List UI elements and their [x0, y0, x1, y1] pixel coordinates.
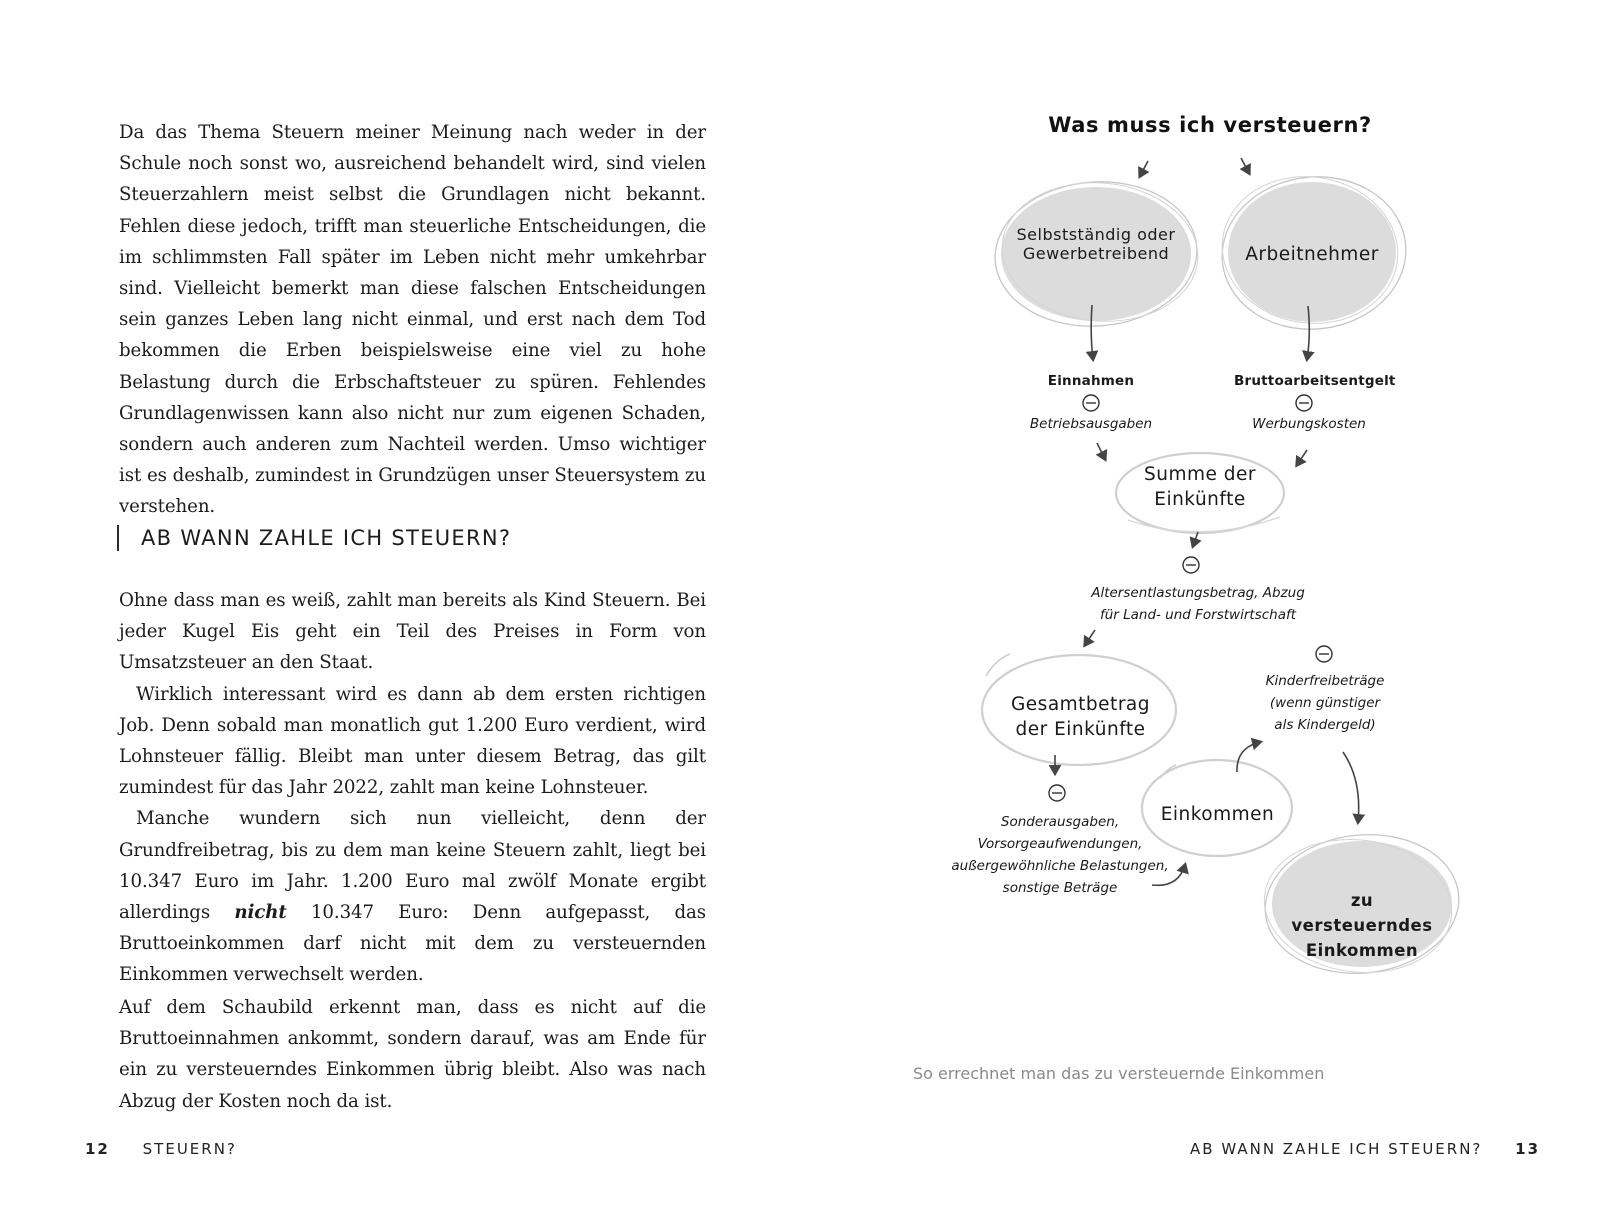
label-einnahmen: Einnahmen — [1047, 373, 1135, 389]
folio-right — [1190, 1140, 1540, 1158]
minus-icon-3 — [1183, 557, 1199, 573]
paragraph-3: Wirklich interessant wird es dann ab dem ersten richtigen Job. Denn sobald man monatlich gut 1.200 Euro verdient, wird Lohnsteuer fällig. Bleibt man unter diesem Betrag, das gilt zumindest für das Jahr 2022, zahlt man keine Lohnsteuer. — [119, 683, 706, 799]
minus-icon-5 — [1316, 646, 1332, 662]
minus-icon-1 — [1083, 395, 1099, 411]
page-number-right: 13 — [1515, 1140, 1541, 1158]
label-bruttoarbeitsentgelt: Bruttoarbeitsentgelt — [1234, 373, 1396, 389]
running-head-right: AB WANN ZAHLE ICH STEUERN? — [1190, 1140, 1483, 1158]
section-heading: AB WANN ZAHLE ICH STEUERN? — [117, 525, 511, 551]
node-gesamtbetrag-label: Gesamtbetrag der Einkünfte — [1010, 694, 1151, 740]
node-zve-label: zu versteuerndes Einkommen — [1291, 891, 1433, 960]
paragraph-5: Auf dem Schaubild erkennt man, dass es nicht auf die Bruttoeinnahmen ankommt, sondern darauf, was am Ende für ein zu versteuerndes Einkommen übrig bleibt. Also was nach Abzug der Kosten noch da ist. — [119, 997, 706, 1112]
label-sonderausgaben: Sonderausgaben, Vorsorgeaufwendungen, außergewöhnliche Belastungen, sonstige Beträge — [951, 814, 1169, 896]
label-altersentlastung: Altersentlastungsbetrag, Abzug für Land- und Forstwirtschaft — [1091, 585, 1305, 623]
diagram-caption: So errechnet man das zu versteuernde Einkommen — [913, 1064, 1325, 1083]
running-head-left: STEUERN? — [142, 1140, 237, 1158]
label-kinderfreibetraege: Kinderfreibeträge (wenn günstiger als Kindergeld) — [1265, 673, 1385, 733]
label-werbungskosten: Werbungskosten — [1252, 416, 1366, 432]
node-summe-label: Summe der Einkünfte — [1143, 464, 1256, 510]
arrow-summe-down — [1193, 532, 1198, 546]
diagram-title: Was muss ich versteuern? — [1048, 113, 1372, 137]
arrow-title-right — [1241, 158, 1249, 173]
minus-icon-2 — [1296, 395, 1312, 411]
label-betriebsausgaben: Betriebsausgaben — [1029, 416, 1153, 432]
node-einkommen-label: Einkommen — [1160, 804, 1275, 825]
minus-icon-4 — [1049, 785, 1065, 801]
node-arbeitnehmer-label: Arbeitnehmer — [1245, 244, 1379, 265]
arrow-to-summe-right — [1297, 450, 1307, 465]
arrow-title-left — [1140, 161, 1148, 176]
arrow-to-gesamtbetrag — [1085, 630, 1095, 645]
paragraph-2: Ohne dass man es weiß, zahlt man bereits als Kind Steuern. Bei jeder Kugel Eis geht ein Teil des Preises in Form von Umsatzsteuer an den Staat. — [119, 590, 706, 674]
page-number-left: 12 — [85, 1140, 110, 1158]
paragraph-4-end: 10.347 Euro: Denn aufgepasst, das Bruttoeinkommen darf nicht mit dem zu versteuernden Einkommen verwechselt werden. — [119, 902, 707, 986]
arrow-to-summe-left — [1097, 443, 1105, 459]
arrow-to-zve — [1343, 752, 1359, 822]
node-selbststaendig-label: Selbstständig oder Gewerbetreibend — [1016, 225, 1176, 263]
paragraph-4-emphasis: nicht — [234, 902, 287, 924]
paragraph-4-start: Manche wundern sich nun vielleicht, denn der Grundfreibetrag, bis zu dem man keine Steuern zahlt, liegt bei 10.347 Euro im Jahr. 1.200 Euro mal zwölf Monate ergibt allerdings — [119, 808, 706, 924]
paragraph-1: Da das Thema Steuern meiner Meinung nach weder in der Schule noch sonst wo, ausreichend behandelt wird, sind vielen Steuerzahlern meist selbst die Grundlagen nicht bekannt. Fehlen diese jedoch, trifft man steuerliche Entscheidungen, die im schlimmsten Fall später im Leben nicht mehr umkehrbar sind. Vielleicht bemerkt man diese falschen Entscheidungen sein ganzes Leben lang nicht einmal, und erst nach dem Tod bekommen die Erben beispielsweise eine viel zu hohe Belastung durch die Erbschaftsteuer zu spüren. Fehlendes Grundlagenwissen kann also nicht nur zum eigenen Schaden, sondern auch anderen zum Nachteil werden. Umso wichtiger ist es deshalb, zumindest in Grundzügen unser Steuersystem zu verstehen. — [119, 122, 706, 518]
